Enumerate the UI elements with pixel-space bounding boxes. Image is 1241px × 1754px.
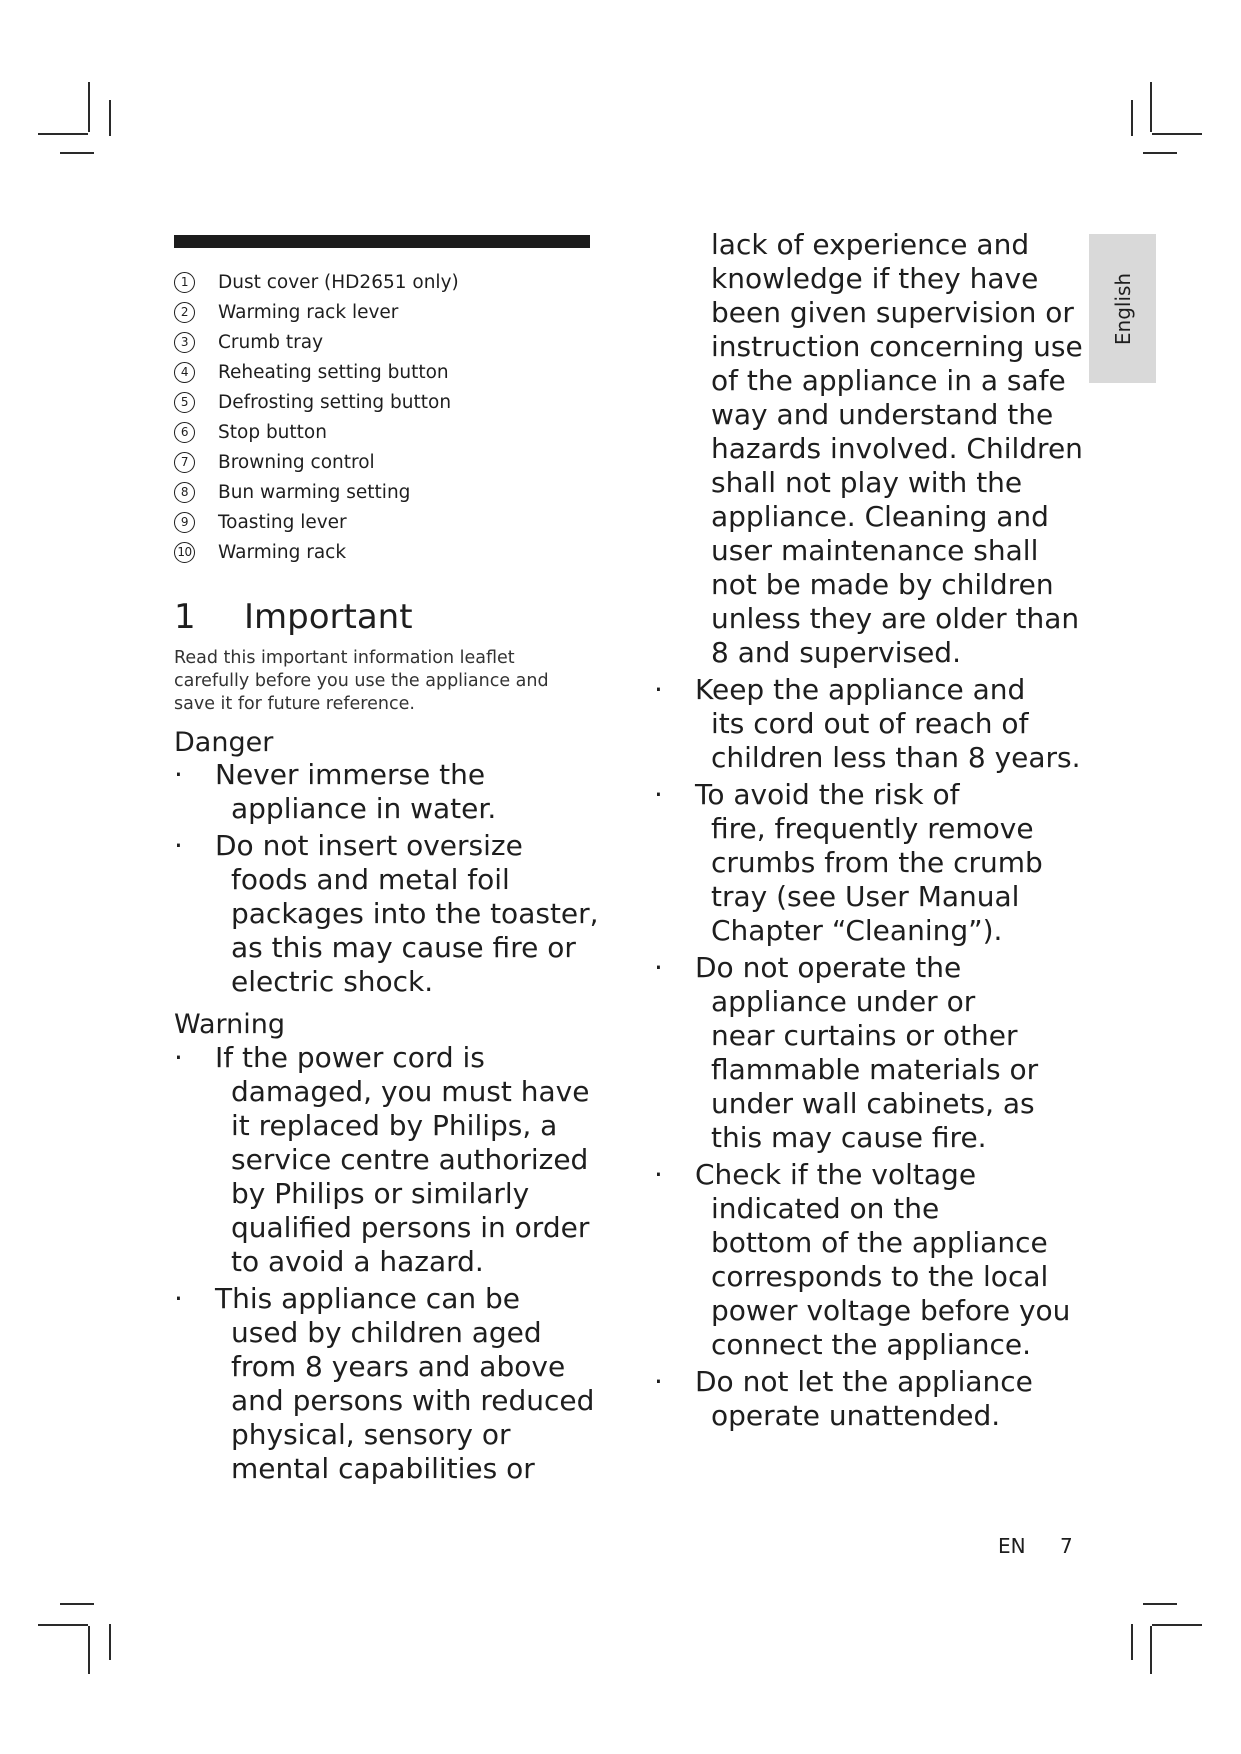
part-item	[174, 298, 594, 328]
crop-mark-br-h	[1143, 1603, 1177, 1605]
section-title: Important	[244, 597, 413, 637]
footer-language: EN	[998, 1534, 1026, 1558]
part-item	[174, 508, 594, 538]
part-number: 4	[174, 362, 195, 383]
danger-heading: Danger	[174, 727, 274, 758]
crop-mark-br-v2	[1131, 1624, 1133, 1660]
right-column	[654, 228, 1094, 1436]
part-item	[174, 268, 594, 298]
part-number: 1	[174, 272, 195, 293]
warning-item: · To avoid the risk of fire, frequently remove crumbs from the crumb tray (see User Manual Chapter “Cleaning”).	[654, 778, 1094, 948]
part-label: Bun warming setting	[218, 482, 411, 503]
part-number: 8	[174, 482, 195, 503]
part-number: 7	[174, 452, 195, 473]
intro-line: save it for future reference.	[174, 694, 415, 714]
part-label: Warming rack lever	[218, 302, 399, 323]
crop-mark-bl-h	[60, 1603, 94, 1605]
crop-mark-tl-h2	[60, 152, 94, 154]
part-label: Dust cover (HD2651 only)	[218, 272, 459, 293]
part-number: 2	[174, 302, 195, 323]
part-item	[174, 448, 594, 478]
warning-item: · This appliance can be used by children aged from 8 years and above and persons with reduced physical, sensory or mental capabilities or	[174, 1282, 614, 1486]
danger-item: · Do not insert oversize foods and metal foil packages into the toaster, as this may cause fire or electric shock.	[174, 829, 614, 999]
part-item	[174, 538, 594, 568]
crop-mark-tr-h	[1152, 133, 1202, 135]
intro-line: Read this important information leaflet	[174, 648, 515, 668]
warning-item: · Keep the appliance and its cord out of reach of children less than 8 years.	[654, 673, 1094, 775]
warning-list	[174, 1041, 614, 1489]
part-label: Defrosting setting button	[218, 392, 452, 413]
crop-mark-bl-v2	[109, 1624, 111, 1660]
part-label: Reheating setting button	[218, 362, 449, 383]
crop-mark-tl-v	[88, 82, 90, 132]
part-number: 5	[174, 392, 195, 413]
crop-mark-tr-v2	[1131, 100, 1133, 136]
language-tab	[1089, 234, 1156, 383]
intro-paragraph	[174, 647, 594, 716]
page-number: 7	[1060, 1534, 1073, 1558]
part-label: Toasting lever	[218, 512, 347, 533]
part-number: 10	[174, 542, 195, 563]
language-tab-label: English	[1110, 272, 1135, 345]
section-number: 1	[174, 597, 196, 637]
part-number: 9	[174, 512, 195, 533]
crop-mark-bl-v	[88, 1626, 90, 1674]
crop-mark-br-v	[1150, 1626, 1152, 1674]
crop-mark-br-h2	[1152, 1624, 1202, 1626]
part-label: Browning control	[218, 452, 375, 473]
part-label: Stop button	[218, 422, 327, 443]
warning-item: · Do not operate the appliance under or near curtains or other flammable materials or under wall cabinets, as this may cause fire.	[654, 951, 1094, 1155]
crop-mark-tr-v	[1150, 82, 1152, 132]
part-number: 6	[174, 422, 195, 443]
warning-heading: Warning	[174, 1009, 286, 1040]
part-item	[174, 328, 594, 358]
crop-mark-tr-h2	[1143, 152, 1177, 154]
danger-list	[174, 758, 614, 1002]
part-number: 3	[174, 332, 195, 353]
part-item	[174, 418, 594, 448]
continuation-paragraph: lack of experience and knowledge if they have been given supervision or instruction concerning use of the appliance in a safe way and understand the hazards involved. Children shall not play with the appliance. Cleaning and user maintenance shall not be made by children unless they are older than 8 and supervised.	[711, 228, 1083, 669]
crop-mark-tl-h	[38, 133, 88, 135]
part-label: Crumb tray	[218, 332, 324, 353]
part-item	[174, 358, 594, 388]
crop-mark-bl-h2	[38, 1624, 88, 1626]
warning-item: · Do not let the appliance operate unattended.	[654, 1365, 1094, 1433]
warning-item: · If the power cord is damaged, you must have it replaced by Philips, a service centre authorized by Philips or similarly qualified persons in order to avoid a hazard.	[174, 1041, 614, 1279]
intro-line: carefully before you use the appliance and	[174, 671, 549, 691]
danger-item: · Never immerse the appliance in water.	[174, 758, 614, 826]
header-bar	[174, 235, 590, 248]
warning-item: · Check if the voltage indicated on the bottom of the appliance corresponds to the local power voltage before you connect the appliance.	[654, 1158, 1094, 1362]
part-label: Warming rack	[218, 542, 347, 563]
part-item	[174, 478, 594, 508]
part-item	[174, 388, 594, 418]
section-heading	[174, 595, 413, 639]
crop-mark-tl-v2	[109, 100, 111, 136]
parts-list	[174, 268, 594, 568]
